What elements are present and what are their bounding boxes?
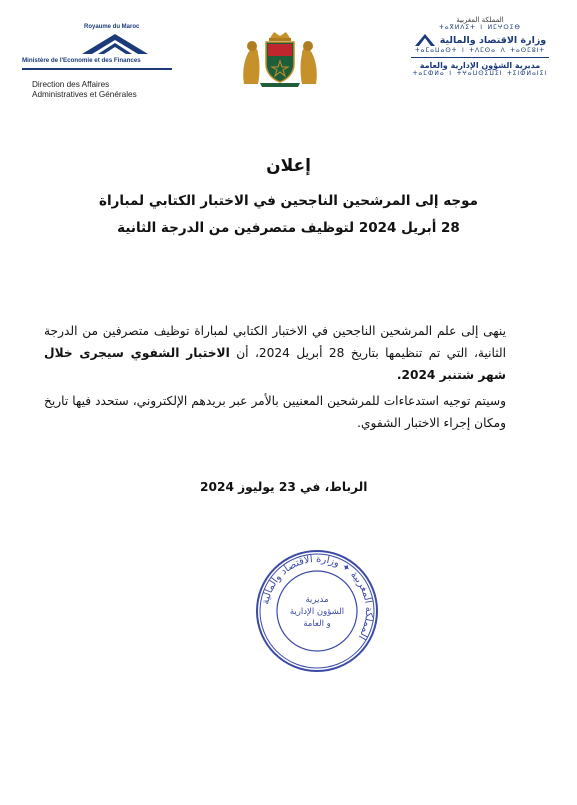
ministry-chevron-logo-icon: [80, 32, 150, 56]
paragraph-2: وسيتم توجيه استدعاءات للمرشحين المعنيين بالأمر عبر بريدهم الإلكتروني، ستحدد فيها تاريخ ومكان إجراء الاختبار الشفوي.: [44, 394, 506, 430]
direction-name-fr: Direction des Affaires Administratives et Générales: [32, 80, 137, 99]
moroccan-coat-of-arms-icon: [238, 28, 322, 88]
tifinagh-ministry: ⵜⴰⵎⴰⵡⴰⵙⵜ ⵏ ⵜⴷⵎⵙⴰ ⴷ ⵜⴰⵙⵎⵓⵏⵜ: [414, 47, 546, 54]
stamp-line-3: و العامة: [303, 619, 331, 629]
tifinagh-direction: ⵜⴰⵎⵀⵍⴰ ⵏ ⵜⵖⴰⵡⵙⵉⵡⵉⵏ ⵜⵉⵏⵀⵍⴰⵏⵉⵏ: [412, 70, 548, 77]
kingdom-name-ar: المملكة المغربية: [456, 16, 504, 24]
stamp-line-1: مديرية: [305, 595, 329, 605]
announcement-body: [44, 320, 526, 438]
header-right: [405, 16, 555, 77]
royaume-label: Royaume du Maroc: [84, 24, 140, 30]
tifinagh-kingdom: ⵜⴰⴳⵍⴷⵉⵜ ⵏ ⵍⵎⵖⵔⵉⴱ: [439, 24, 521, 31]
header-divider: [22, 68, 172, 70]
stamp-line-2: الشؤون الإدارية: [289, 607, 345, 617]
paragraph-1: ينهى إلى علم المرشحين الناجحين في الاختبار الكتابي لمباراة توظيف متصرفين من الدرجة الثانية، التي تم تنظيمها بتاريخ 28 أبريل 2024، أن الاختبار الشفوي سيجرى خلال شهر شتنبر 2024.: [44, 324, 507, 382]
direction-name-ar: مديرية الشؤون الإدارية والعامة: [419, 61, 541, 70]
ministry-name-fr: Ministère de l'Economie et des Finances: [22, 57, 141, 64]
announcement-subtitle: موجه إلى المرشحين الناجحين في الاختبار الكتابي لمباراة 28 أبريل 2024 لتوظيف متصرفين من الدرجة الثانية: [99, 193, 478, 236]
announcement-title: إعلان: [266, 156, 311, 176]
ministry-row-ar: [405, 33, 555, 47]
ministry-name-ar: وزارة الاقتصاد والمالية: [439, 34, 547, 46]
stamp-ring-text: المملكة المغربية ✦ وزارة الاقتصاد والمالية: [260, 553, 375, 642]
ministry-chevron-logo-icon: [414, 33, 436, 47]
header-divider-right: [411, 57, 549, 58]
official-stamp-icon: [254, 548, 380, 674]
paragraph-1-bold: الاختبار الشفوي سيجرى خلال شهر شتنبر 2024.: [44, 346, 506, 382]
place-and-date: الرباط، في 23 يوليوز 2024: [200, 480, 368, 494]
